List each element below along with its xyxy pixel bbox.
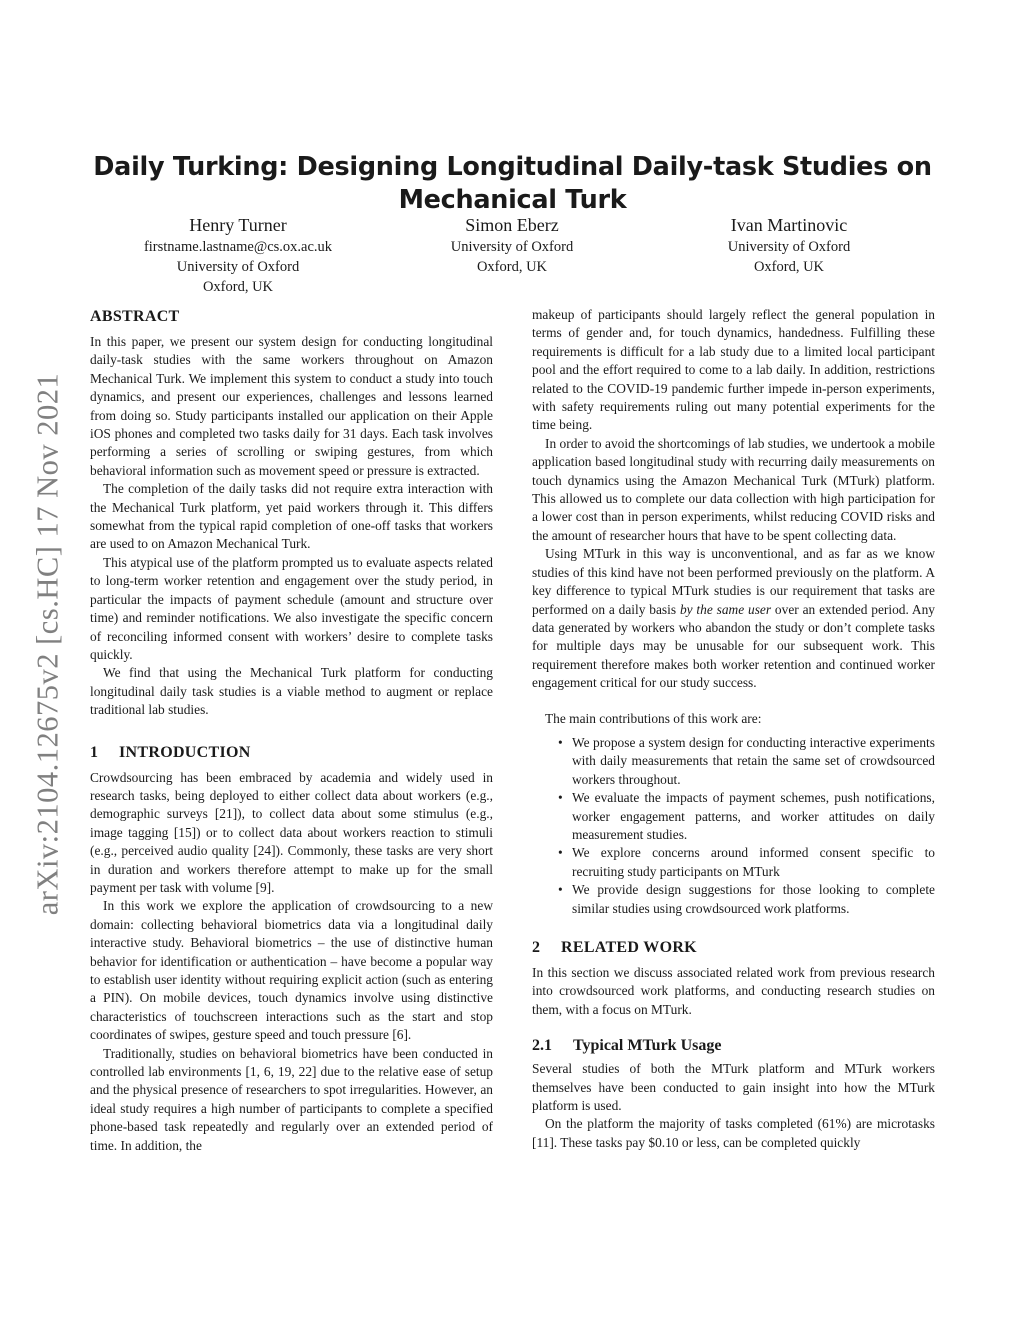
list-item bbox=[532, 789, 935, 844]
bullet-icon: • bbox=[558, 845, 563, 861]
left-column bbox=[90, 306, 493, 1155]
intro-paragraph: Traditionally, studies on behavioral biometrics have been conducted in controlled lab environments [1, 6, 19, 22] due to the relative ease of setup and the physical presence of researchers to spot irregularities. However, an ideal study requires a high number of participants to complete a specified phone-based task repeatedly and regularly over an extended period of time. In addition, the bbox=[90, 1045, 493, 1153]
text-run: over an extended period. Any data generated by workers who abandon the study or don’t complete tasks for multiple days may be unusable for our subsequent work. This requirement therefore makes both worker retention and continued worker engagement critical for our study success. bbox=[532, 601, 935, 691]
emphasis: by the same user bbox=[679, 601, 772, 617]
author-affiliation: University of Oxford bbox=[727, 239, 851, 255]
subsection-number: 2.1 bbox=[532, 1037, 552, 1055]
bullet-icon: • bbox=[558, 882, 563, 898]
subsection-heading bbox=[532, 1035, 935, 1057]
author-affiliation: University of Oxford bbox=[176, 259, 300, 275]
list-item bbox=[532, 881, 935, 918]
abstract-paragraph: We find that using the Mechanical Turk platform for conducting longitudinal daily task studies is a viable method to augment or replace traditional lab studies. bbox=[90, 665, 493, 718]
list-item-text: We propose a system design for conducting interactive experiments with daily measurements that retain the same set of crowdsourced workers throughout. bbox=[572, 734, 935, 787]
list-item-text: We evaluate the impacts of payment schemes, push notifications, worker engagement patterns, and worker attitudes on daily measurement studies. bbox=[572, 790, 935, 842]
bullet-icon: • bbox=[558, 790, 563, 806]
author-block bbox=[90, 213, 935, 303]
author-name: Simon Eberz bbox=[465, 215, 559, 235]
abstract-heading: ABSTRACT bbox=[90, 308, 180, 325]
list-item-text: We explore concerns around informed consent specific to recruiting study participants on MTurk bbox=[572, 845, 935, 879]
list-item-text: We provide design suggestions for those looking to complete similar studies using crowdsourced work platforms. bbox=[572, 882, 935, 916]
author-ivan-martinovic bbox=[651, 213, 927, 277]
author-simon-eberz bbox=[377, 213, 647, 277]
author-henry-turner bbox=[90, 213, 386, 297]
introduction-heading bbox=[90, 742, 493, 764]
text-run: Using MTurk in this way is unconventional, and as far as we know studies of this kind have not been performed previously on the platform. A key difference to typical MTurk studies is our requirement that tasks are performed on a daily basis bbox=[532, 546, 935, 617]
section-title: INTRODUCTION bbox=[119, 743, 251, 761]
related-work-intro: In this section we discuss associated related work from previous research into crowdsourced work platforms, and conducting research studies on them, with a focus on MTurk. bbox=[532, 965, 935, 1017]
body-paragraph: makeup of participants should largely reflect the general population in terms of gender and, for touch dynamics, handedness. Fulfilling these requirements is difficult for a lab study due to a limited local participant pool and the effort required to come to a lab daily. In addition, restrictions related to the COVID-19 pandemic further impede in-person experiments, with safety requirements ruling out many potential experiments for the time being. bbox=[532, 307, 935, 433]
body-paragraph: In order to avoid the shortcomings of lab studies, we undertook a mobile application based longitudinal study with recurring daily measurements on touch dynamics using the Amazon Mechanical Turk (MTurk) platform. This allowed us to complete our data collection with high participation for a lower cost than in person experiments, whilst reducing COVID risks and the amount of researcher hours that have to be spent collecting data. bbox=[532, 435, 935, 543]
abstract-paragraph: This atypical use of the platform prompted us to evaluate aspects related to long-term worker retention and engagement over the study period, in particular the impacts of payment schedule (amount and structure over time) and reminder notifications. We also investigate the specific concern of reconciling informed consent with workers’ desire to complete tasks quickly. bbox=[90, 554, 493, 662]
author-location: Oxford, UK bbox=[476, 259, 548, 275]
author-location: Oxford, UK bbox=[202, 279, 274, 295]
abstract-paragraph: The completion of the daily tasks did not require extra interaction with the Mechanical Turk platform, yet paid workers through it. This differs somewhat from the typical rapid completion of one-off tasks that workers are used to on Amazon Mechanical Turk. bbox=[90, 481, 493, 552]
arxiv-identifier-text: arXiv:2104.12675v2 [cs.HC] 17 Nov 2021 bbox=[30, 372, 65, 916]
paper-title: Daily Turking: Designing Longitudinal Daily-task Studies on Mechanical Turk bbox=[93, 152, 932, 216]
arxiv-identifier bbox=[28, 346, 68, 942]
bullet-icon: • bbox=[558, 734, 563, 750]
right-column bbox=[532, 306, 935, 1152]
author-name: Ivan Martinovic bbox=[730, 215, 848, 235]
list-item bbox=[532, 734, 935, 789]
section-title: RELATED WORK bbox=[561, 939, 697, 956]
author-affiliation: University of Oxford bbox=[450, 239, 574, 255]
intro-paragraph: Crowdsourcing has been embraced by academia and widely used in research tasks, being deployed to either collect data about workers (e.g., demographic surveys [21]), to collect data about some stimulus (e.g., image tagging [15]) or to collect data about workers reaction to stimuli (e.g., perceived audio quality [24]). Commonly, these tasks are very short in duration and workers therefore attempt to make up for the small payment per task with volume [9]. bbox=[90, 769, 493, 895]
contributions-list bbox=[532, 734, 935, 918]
related-work-heading bbox=[532, 937, 935, 959]
body-paragraph bbox=[532, 545, 935, 692]
list-item bbox=[532, 844, 935, 881]
section-number: 1 bbox=[90, 743, 99, 761]
author-name: Henry Turner bbox=[189, 215, 287, 235]
subsection-paragraph: Several studies of both the MTurk platform and MTurk workers themselves have been conducted to gain insight into how the MTurk platform is used. bbox=[532, 1061, 935, 1114]
abstract-paragraph: In this paper, we present our system design for conducting longitudinal daily-task studies with the same workers throughout on Amazon Mechanical Turk. We implement this system to conduct a study into touch dynamics, and present our experiences, challenges and lessons learned from doing so. Study participants installed our application on their Apple iOS phones and completed two tasks daily for 31 days. Each task involves performing a series of scrolling or swiping gestures, from which behavioral information such as movement speed or pressure is extracted. bbox=[90, 334, 493, 478]
author-location: Oxford, UK bbox=[753, 259, 825, 275]
intro-paragraph: In this work we explore the application of crowdsourcing to a new domain: collecting behavioral biometrics data via a longitudinal daily interactive study. Behavioral biometrics – the use of distinctive human behavior for identification or authentication – have become a popular way to establish user identity without requiring explicit action (such as entering a PIN). On mobile devices, touch dynamics involve using distinctive characteristics of touchscreen interactions such as the start and stop coordinates of swipes, gesture speed and touch pressure [6]. bbox=[90, 898, 493, 1043]
subsection-title: Typical MTurk Usage bbox=[573, 1037, 722, 1055]
section-number: 2 bbox=[532, 939, 541, 956]
subsection-paragraph: On the platform the majority of tasks completed (61%) are microtasks [11]. These tasks pay $0.10 or less, can be completed quickly bbox=[532, 1116, 935, 1150]
author-email: firstname.lastname@cs.ox.ac.uk bbox=[143, 239, 333, 255]
contributions-intro: The main contributions of this work are: bbox=[545, 710, 762, 726]
